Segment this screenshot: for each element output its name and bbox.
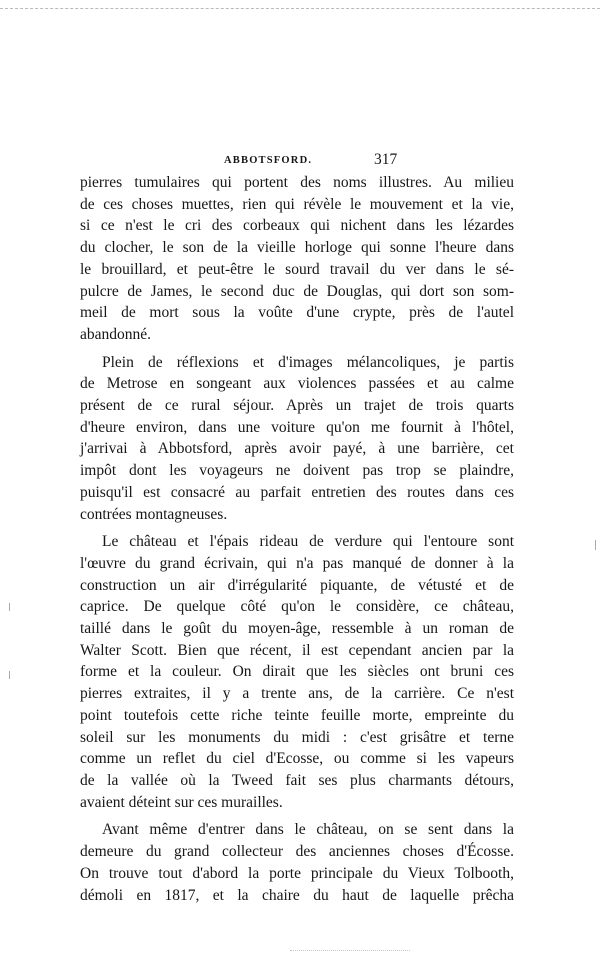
text-line: construction un air d'irrégularité piquante, de vétusté et de <box>80 576 514 594</box>
text-line: meil de mort sous la voûte d'une crypte, près de l'autel <box>80 304 514 322</box>
scan-edge-bottom <box>290 950 410 951</box>
margin-mark <box>9 603 10 611</box>
text-line: taillé dans le goût du moyen-âge, ressemble à un roman de <box>80 620 514 638</box>
text-line: puisqu'il est consacré au parfait entretien des routes dans ces <box>80 483 514 501</box>
paragraph <box>80 531 514 813</box>
text-line: du clocher, le son de la vieille horloge qui sonne l'heure dans <box>80 239 514 257</box>
text-line: de la vallée où la Tweed fait ses plus charmants détours, <box>80 771 514 789</box>
text-line: le brouillard, et peut-être le sourd travail du ver dans le sé- <box>80 260 514 278</box>
text-line: Avant même d'entrer dans le château, on se sent dans la <box>102 821 514 839</box>
text-line: Le château et l'épais rideau de verdure qui l'entoure sont <box>102 533 514 551</box>
page-number: 317 <box>374 151 398 168</box>
text-line: de ces choses muettes, rien qui révèle le mouvement et la vie, <box>80 195 514 213</box>
margin-mark <box>595 540 596 550</box>
text-line: demeure du grand collecteur des anciennes choses d'Écosse. <box>80 843 514 861</box>
running-title: ABBOTSFORD. <box>224 155 313 166</box>
text-line: l'œuvre du grand écrivain, qui n'a pas manqué de donner à la <box>80 554 514 572</box>
text-line: de Metrose en songeant aux violences passées et au calme <box>80 375 514 393</box>
text-line: pierres extraites, il y a trente ans, de la carrière. Ce n'est <box>80 685 514 703</box>
text-line: j'arrivai à Abbotsford, après avoir payé, à une barrière, cet <box>80 440 514 458</box>
paragraph <box>80 172 514 346</box>
text-line: d'heure environ, dans une voiture qu'on me fournit à l'hôtel, <box>80 418 514 436</box>
margin-mark <box>9 671 10 679</box>
paragraph <box>80 352 514 526</box>
scan-edge-top <box>0 8 600 9</box>
text-line: démoli en 1817, et la chaire du haut de laquelle prêcha <box>80 886 514 904</box>
text-line: comme un reflet du ciel d'Ecosse, ou comme si les vapeurs <box>80 750 514 768</box>
text-line: pulcre de James, le second duc de Douglas, qui dort son som- <box>80 282 514 300</box>
text-line: présent de ce rural séjour. Après un trajet de trois quarts <box>80 397 514 415</box>
running-header <box>100 151 499 171</box>
text-line: contrées montagneuses. <box>80 505 228 523</box>
body-text <box>80 172 514 912</box>
text-line: forme et la couleur. On dirait que les siècles ont bruni ces <box>80 663 514 681</box>
text-line: point toutefois cette riche teinte feuille morte, empreinte du <box>80 706 514 724</box>
text-line: soleil sur les monuments du midi : c'est grisâtre et terne <box>80 728 514 746</box>
text-line: pierres tumulaires qui portent des noms illustres. Au milieu <box>80 174 514 191</box>
text-line: On trouve tout d'abord la porte principale du Vieux Tolbooth, <box>80 864 514 882</box>
text-line: Plein de réflexions et d'images mélancoliques, je partis <box>102 353 514 371</box>
text-line: avaient déteint sur ces murailles. <box>80 793 283 811</box>
paragraph <box>80 819 514 906</box>
text-line: si ce n'est le cri des corbeaux qui nichent dans les lézardes <box>80 217 514 235</box>
text-line: Walter Scott. Bien que récent, il est cependant ancien par la <box>80 641 514 659</box>
text-line: caprice. De quelque côté qu'on le considère, ce château, <box>80 598 514 616</box>
text-line: impôt dont les voyageurs ne doivent pas trop se plaindre, <box>80 462 514 480</box>
text-line: abandonné. <box>80 325 152 343</box>
